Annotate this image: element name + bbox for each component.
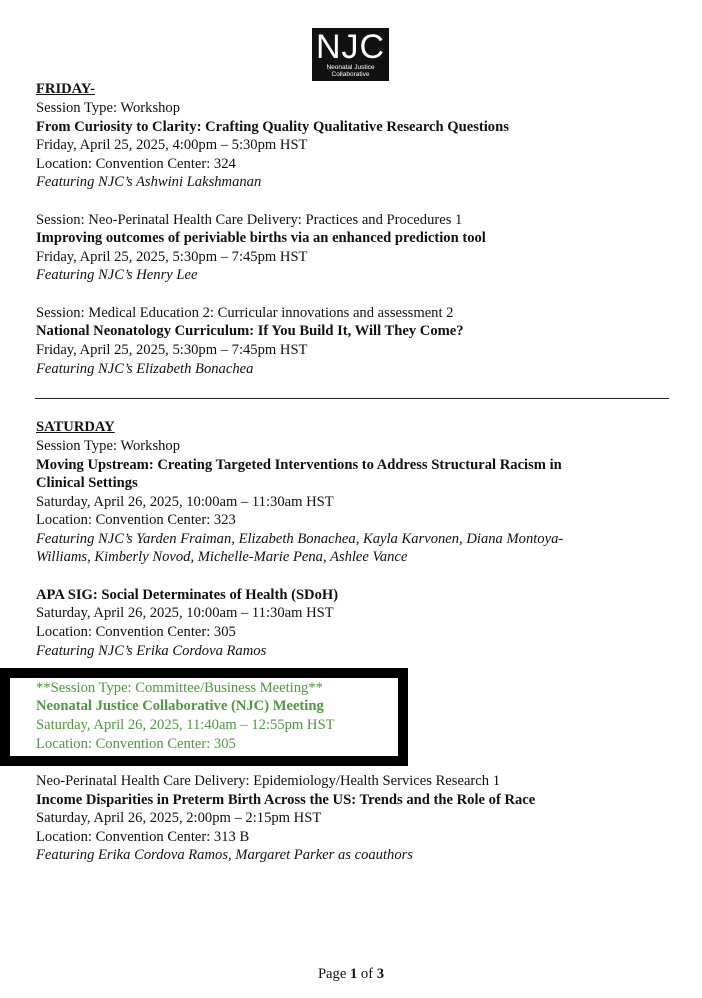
friday-s3-time: Friday, April 25, 2025, 5:30pm – 7:45pm HST: [36, 342, 308, 358]
saturday-s2-time: Saturday, April 26, 2025, 10:00am – 11:30am HST: [36, 605, 334, 621]
saturday-s3-time: Saturday, April 26, 2025, 11:40am – 12:55pm HST: [36, 717, 335, 733]
logo-text: NJC: [315, 28, 386, 66]
saturday-s1-featuring-line1: Featuring NJC’s Yarden Fraiman, Elizabeth Bonachea, Kayla Karvonen, Diana Montoya-: [36, 531, 564, 547]
saturday-s2-location: Location: Convention Center: 305: [36, 624, 236, 640]
of-word: of: [360, 966, 374, 982]
friday-s1-featuring: Featuring NJC’s Ashwini Lakshmanan: [36, 174, 262, 190]
friday-s2-featuring: Featuring NJC’s Henry Lee: [36, 267, 198, 283]
saturday-s1-featuring-line2: Williams, Kimberly Novod, Michelle-Marie Pena, Ashlee Vance: [36, 549, 408, 565]
friday-s2-type: Session: Neo-Perinatal Health Care Delivery: Practices and Procedures 1: [36, 212, 463, 228]
friday-heading: FRIDAY-: [36, 81, 95, 97]
friday-s1-time: Friday, April 25, 2025, 4:00pm – 5:30pm HST: [36, 137, 308, 153]
saturday-s4-time: Saturday, April 26, 2025, 2:00pm – 2:15pm HST: [36, 810, 322, 826]
saturday-s2-featuring: Featuring NJC’s Erika Cordova Ramos: [36, 643, 267, 659]
section-divider: [35, 398, 669, 399]
saturday-s1-title-line2: Clinical Settings: [36, 475, 138, 491]
page-word: Page: [317, 966, 347, 982]
saturday-s3-title: Neonatal Justice Collaborative (NJC) Meeting: [36, 698, 324, 714]
saturday-s4-featuring: Featuring Erika Cordova Ramos, Margaret Parker as coauthors: [36, 847, 413, 863]
saturday-s4-type: Neo-Perinatal Health Care Delivery: Epidemiology/Health Services Research 1: [36, 773, 500, 789]
friday-s1-title: From Curiosity to Clarity: Crafting Quality Qualitative Research Questions: [36, 119, 509, 135]
saturday-s4-title: Income Disparities in Preterm Birth Across the US: Trends and the Role of Race: [36, 792, 536, 808]
saturday-heading: SATURDAY: [36, 419, 115, 435]
saturday-s3-location: Location: Convention Center: 305: [36, 736, 236, 752]
logo-subtext-1: Neonatal Justice: [326, 64, 375, 71]
saturday-s1-time: Saturday, April 26, 2025, 10:00am – 11:30am HST: [36, 494, 334, 510]
friday-s3-type: Session: Medical Education 2: Curricular innovations and assessment 2: [36, 305, 454, 321]
friday-s3-title: National Neonatology Curriculum: If You Build It, Will They Come?: [36, 323, 464, 339]
saturday-s4-location: Location: Convention Center: 313 B: [36, 829, 250, 845]
page-total: 3: [376, 966, 385, 982]
page-footer: [0, 965, 702, 983]
friday-s1-location: Location: Convention Center: 324: [36, 156, 236, 172]
friday-s3-featuring: Featuring NJC’s Elizabeth Bonachea: [36, 361, 254, 377]
njc-logo: [312, 28, 389, 81]
saturday-s1-type: Session Type: Workshop: [36, 438, 181, 454]
logo-subtext-2: Collaborative: [331, 71, 370, 78]
saturday-s1-title-line1: Moving Upstream: Creating Targeted Interventions to Address Structural Racism in: [36, 457, 562, 473]
saturday-s2-title: APA SIG: Social Determinates of Health (SDoH): [36, 587, 339, 603]
saturday-s1-location: Location: Convention Center: 323: [36, 512, 236, 528]
page-number: 1: [349, 966, 358, 982]
friday-s2-title: Improving outcomes of periviable births via an enhanced prediction tool: [36, 230, 486, 246]
saturday-s3-type: **Session Type: Committee/Business Meeting**: [36, 680, 323, 696]
friday-s2-time: Friday, April 25, 2025, 5:30pm – 7:45pm HST: [36, 249, 308, 265]
friday-s1-type: Session Type: Workshop: [36, 100, 181, 116]
